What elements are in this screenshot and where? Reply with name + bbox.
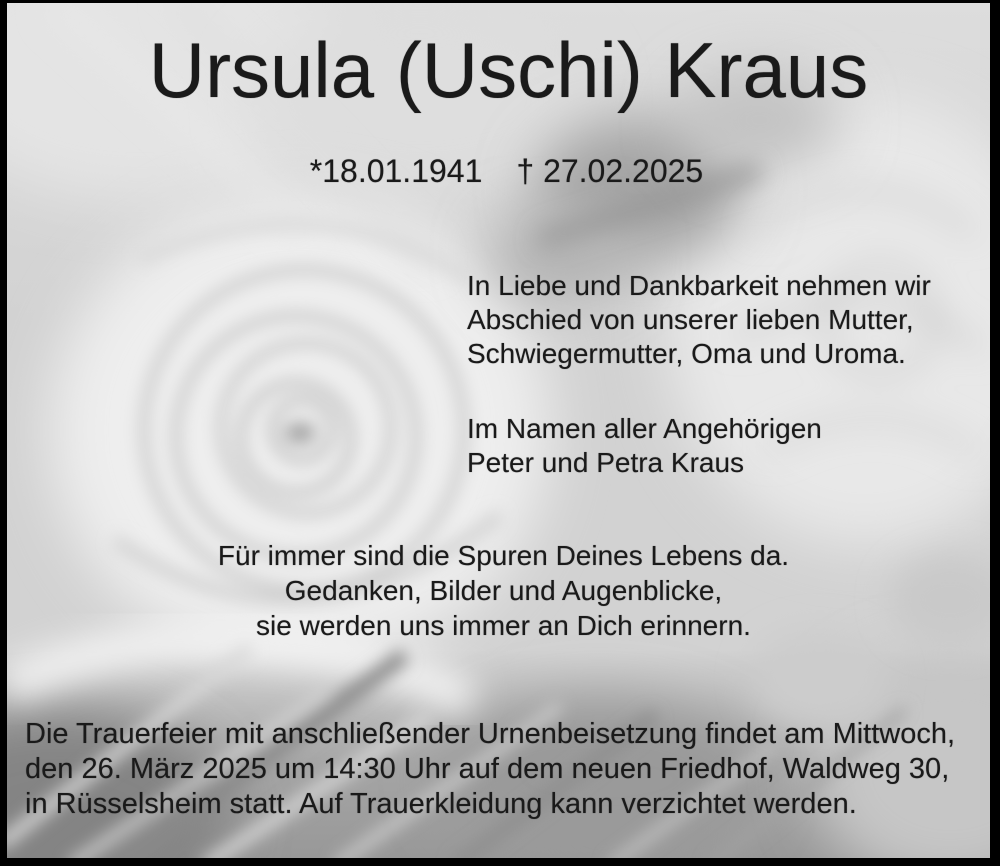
life-dates	[7, 153, 990, 190]
memorial-verse	[7, 538, 990, 643]
verse-line: Gedanken, Bilder und Augenblicke,	[284, 575, 723, 606]
family-line: Im Namen aller Angehörigen	[467, 413, 822, 444]
funeral-line: Die Trauerfeier mit anschließender Urnenbeisetzung findet am Mittwoch,	[25, 718, 956, 750]
notice-inner	[7, 3, 990, 858]
family-line: Peter und Petra Kraus	[467, 447, 745, 478]
tribute-line: Abschied von unserer lieben Mutter,	[467, 304, 914, 335]
birth-date: *18.01.1941	[309, 153, 483, 189]
family-signature	[467, 412, 822, 480]
funeral-line: in Rüsselsheim statt. Auf Trauerkleidung kann verzichtet werden.	[25, 788, 857, 820]
tribute-line: Schwiegermutter, Oma und Uroma.	[467, 338, 906, 369]
tribute-line: In Liebe und Dankbarkeit nehmen wir	[467, 270, 931, 301]
funeral-information	[25, 717, 955, 822]
death-date: † 27.02.2025	[516, 153, 704, 189]
verse-line: sie werden uns immer an Dich erinnern.	[256, 610, 751, 641]
funeral-line: den 26. März 2025 um 14:30 Uhr auf dem neuen Friedhof, Waldweg 30,	[25, 753, 950, 785]
deceased-name: Ursula (Uschi) Kraus	[148, 26, 869, 114]
verse-line: Für immer sind die Spuren Deines Lebens da.	[217, 540, 790, 571]
tribute-paragraph	[467, 269, 931, 371]
